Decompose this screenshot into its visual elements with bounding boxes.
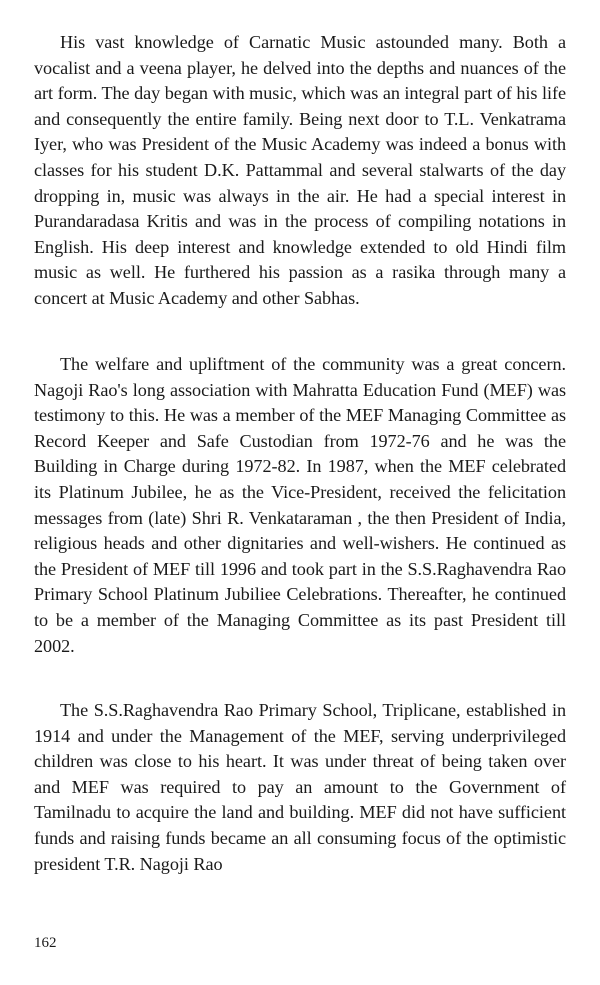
page-number: 162	[34, 935, 57, 951]
paragraph-primary-school: The S.S.Raghavendra Rao Primary School, Triplicane, established in 1914 and under the Management of the MEF, serving underprivileged children was close to his heart. It was under threat of being taken over and MEF was required to pay an amount to the Government of Tamilnadu to acquire the land and building. MEF did not have sufficient funds and raising funds became an all consuming focus of the optimistic president T.R. Nagoji Rao	[34, 700, 566, 874]
paragraph-community-welfare: The welfare and upliftment of the community was a great concern. Nagoji Rao's long association with Mahratta Education Fund (MEF) was testimony to this. He was a member of the MEF Managing Committee as Record Keeper and Safe Custodian from 1972-76 and he was the Building in Charge during 1972-82. In 1987, when the MEF celebrated its Platinum Jubilee, he as the Vice-President, received the felicitation messages from (late) Shri R. Venkataraman , the then President of India, religious heads and other dignitaries and well-wishers. He continued as the President of MEF till 1996 and took part in the S.S.Raghavendra Rao Primary School Platinum Jubiliee Celebrations. Thereafter, he continued to be a member of the Managing Committee as its past President till 2002.	[34, 354, 566, 656]
paragraph-carnatic-music: His vast knowledge of Carnatic Music astounded many. Both a vocalist and a veena player, he delved into the depths and nuances of the art form. The day began with music, which was an integral part of his life and consequently the entire family. Being next door to T.L. Venkatrama Iyer, who was President of the Music Academy was indeed a bonus with classes for his student D.K. Pattammal and several stalwarts of the day dropping in, music was always in the air. He had a special interest in Purandaradasa Kritis and was in the process of compiling notations in English. His deep interest and knowledge extended to old Hindi film music as well. He furthered his passion as a rasika through many a concert at Music Academy and other Sabhas.	[34, 32, 566, 308]
